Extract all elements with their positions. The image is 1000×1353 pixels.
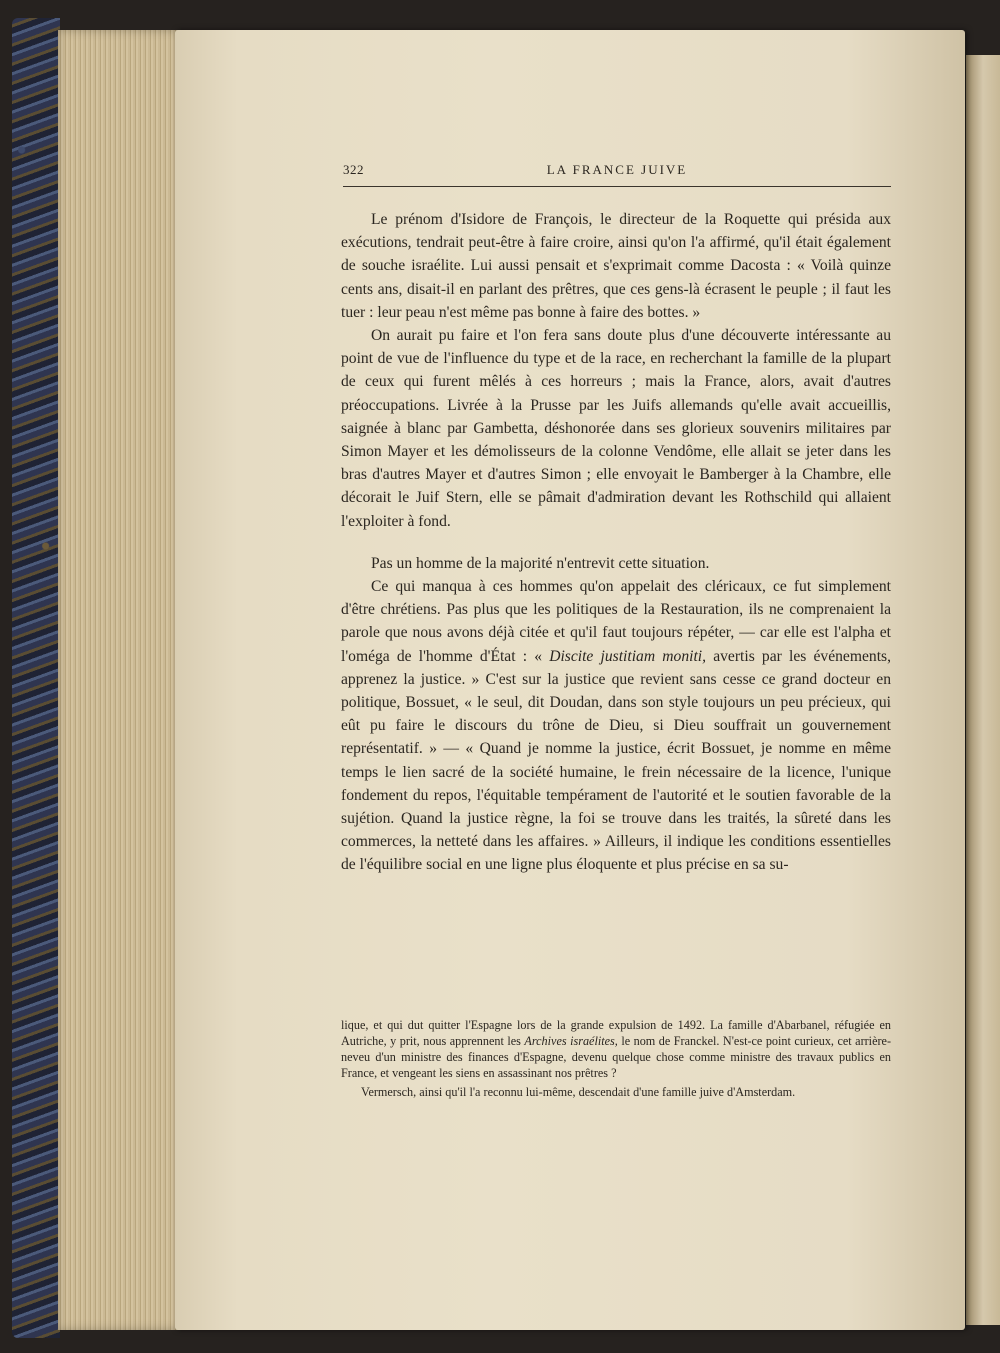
paragraph — [341, 575, 891, 877]
footnote-text: Vermersch, ainsi qu'il l'a reconnu lui-même, descendait d'une famille juive d'Amsterdam. — [361, 1085, 796, 1100]
latin-quote: Discite justitiam moniti, — [549, 647, 707, 665]
footnotes — [341, 1017, 891, 1100]
paragraph-text: Ce qui manqua à ces hommes qu'on appelait des cléricaux, ce fut simplement d'être chrétiens. Pas plus que les politiques de la Restauration, ils ne comprenaient la parole que nous avons déjà citée et qu'il faut toujours répéter, — car elle est l'alpha et l'oméga de l'homme d'État : « — [341, 578, 891, 665]
footnote — [341, 1084, 891, 1100]
running-title: LA FRANCE JUIVE — [546, 162, 688, 177]
footnote-text: le nom de Franckel. N'est-ce point curieux, cet arrière-neveu d'un ministre des finances d'Espagne, devenu quelque chose comme ministre des travaux publics en France, et vengeant les siens en assassinant nos prêtres ? — [341, 1034, 892, 1081]
paragraph-text: Pas un homme de la majorité n'entrevit cette situation. — [371, 554, 710, 572]
paragraph-text: Le prénom d'Isidore de François, le directeur de la Roquette qui présida aux exécutions, tendrait peut-être à faire croire, ainsi qu'on l'a affirmé, qu'il était également de souche israélite. Lui aussi pensait et s'exprimait comme Dacosta : « Voilà quinze cents ans, disait-il en parlant des prêtres, que ces gens-là écrasent le peuple ; il faut les tuer : leur peau n'est même pas bonne à faire des bottes. » — [341, 211, 891, 321]
publication-title: Archives israélites, — [524, 1034, 618, 1049]
paragraph-text: On aurait pu faire et l'on fera sans doute plus d'une découverte intéressante au point de vue de l'influence du type et de la race, en recherchant la famille de la plupart de ceux qui furent mêlés à ces horreurs ; mais la France, alors, avait d'autres préoccupations. Livrée à la Prusse par les Juifs allemands qu'elle avait accueillis, saignée à blanc par Gambetta, déshonorée dans ses glorieux souvenirs militaires par Simon Mayer et les démolisseurs de la colonne Vendôme, elle allait se jeter dans les bras d'autres Mayer et d'autres Simon ; elle envoyait le Bamberger à la Chambre, elle décorait le Juif Stern, elle se pâmait d'admiration devant les Rothschild qui allaient l'exploiter à fond. — [341, 327, 891, 530]
book-cover-edge — [12, 18, 60, 1338]
paragraph — [341, 208, 891, 324]
paragraph — [341, 552, 891, 575]
paragraph-text: avertis par les événements, apprenez la justice. » C'est sur la justice que revient sans cesse ce grand docteur en politique, Bossuet, « le seul, dit Doudan, dans son style toujours un peu précieux, qui eût pu faire le discours du trône de Dieu, si Dieu souffrait un gouvernement représentatif. » — « Quand je nomme la justice, écrit Bossuet, je nomme en même temps le lien sacré de la société humaine, le frein nécessaire de la licence, l'unique fondement du repos, l'équitable tempérament de l'autorité et le soutien favorable de la sujétion. Quand la justice règne, la foi se trouve dans les traités, la sûreté dans les commerces, la netteté dans les affaires. » Ailleurs, il indique les conditions essentielles de l'équilibre social en une ligne plus éloquente et plus précise en sa su- — [341, 647, 891, 874]
paragraph — [341, 324, 891, 533]
body-text — [341, 208, 891, 877]
footnote-text: lique, et qui dut quitter l'Espagne lors de la grande expulsion de 1492. La famille d'Abarbanel, réfugiée en Autriche, y prit, nous apprennent les — [341, 1018, 891, 1049]
page-stack-edge — [58, 30, 188, 1330]
page-number: 322 — [343, 162, 364, 177]
facing-page-edge — [966, 55, 1000, 1325]
footnote — [341, 1017, 891, 1081]
page-header — [343, 158, 891, 187]
